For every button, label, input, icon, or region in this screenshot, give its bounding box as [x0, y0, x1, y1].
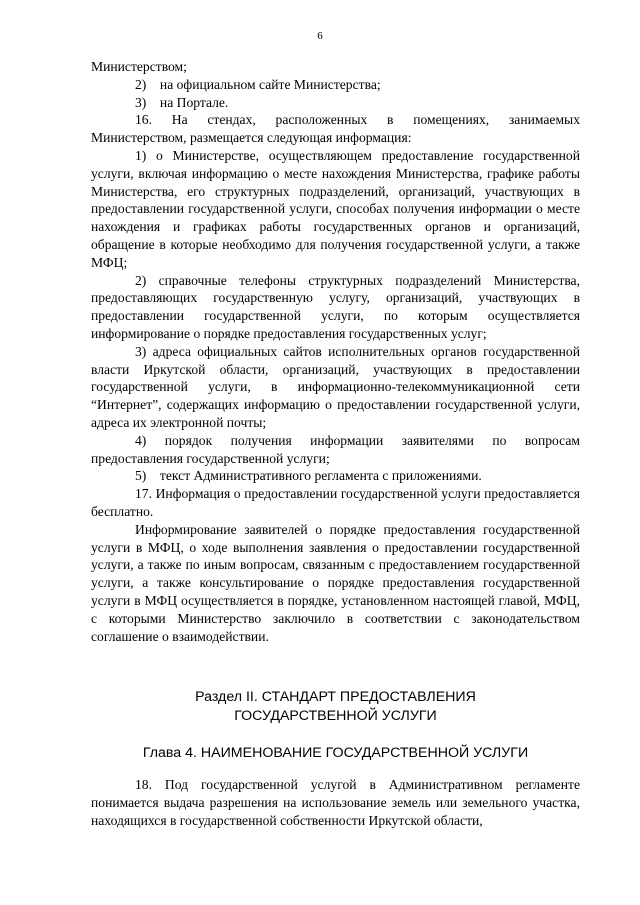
- chapter-heading: Глава 4. НАИМЕНОВАНИЕ ГОСУДАРСТВЕННОЙ УСЛУГИ: [142, 745, 529, 761]
- section-heading: [91, 688, 580, 726]
- list-item: 2) справочные телефоны структурных подразделений Министерства, предоставляющих государственную услугу, организаций, участвующих в предоставлении государственной услуги, по которым осуществляется информирование о порядке предоставления государственных услуг;: [91, 272, 580, 341]
- paragraph: Министерством;: [91, 59, 187, 74]
- body-text: [91, 58, 580, 645]
- list-item: 4) порядок получения информации заявителями по вопросам предоставления государственной услуги;: [91, 432, 580, 466]
- section-heading-line: Раздел II. СТАНДАРТ ПРЕДОСТАВЛЕНИЯ: [195, 689, 476, 705]
- body-text-continued: [91, 776, 580, 829]
- section-heading-line: ГОСУДАРСТВЕННОЙ УСЛУГИ: [234, 708, 437, 724]
- list-item: 2) на официальном сайте Министерства;: [135, 76, 381, 92]
- list-item: 3) адреса официальных сайтов исполнительных органов государственной власти Иркутской области, организаций, участвующих в предоставлении государственной услуги, в информационно-телекоммуникационной сети “Интернет”, содержащих информацию о предоставлении государственной услуги, адреса их электронной почты;: [91, 343, 580, 430]
- paragraph-16: 16. На стендах, расположенных в помещениях, занимаемых Министерством, размещается следующая информация:: [91, 112, 580, 146]
- paragraph: Информирование заявителей о порядке предоставления государственной услуги в МФЦ, о ходе выполнения заявления о предоставлении государственной услуги, а также по иным вопросам, связанным с предоставлением государственной услуги, а также консультирование о порядке предоставления государственной услуги в МФЦ осуществляется в порядке, установленном настоящей главой, МФЦ, с которыми Министерство заключило в соответствии с законодательством соглашение о взаимодействии.: [91, 521, 580, 644]
- list-item: 3) на Портале.: [135, 94, 229, 110]
- page-number: 6: [317, 30, 323, 42]
- paragraph-17: 17. Информация о предоставлении государственной услуги предоставляется бесплатно.: [91, 486, 580, 519]
- list-item: 1) о Министерстве, осуществляющем предоставление государственной услуги, включая информацию о месте нахождения Министерства, графике работы Министерства, его структурных подразделений, организаций, участвующих в предоставлении государственной услуги, способах получения информации о месте нахождения и графиках работы государственных органов и организаций, обращение в которые необходимо для получения государственной услуги, а также МФЦ;: [91, 147, 580, 270]
- list-item: 5) текст Административного регламента с приложениями.: [135, 468, 482, 484]
- paragraph-18: 18. Под государственной услугой в Административном регламенте понимается выдача разрешения на использование земель или земельного участка, находящихся в государственной собственности Иркутской области,: [91, 777, 580, 828]
